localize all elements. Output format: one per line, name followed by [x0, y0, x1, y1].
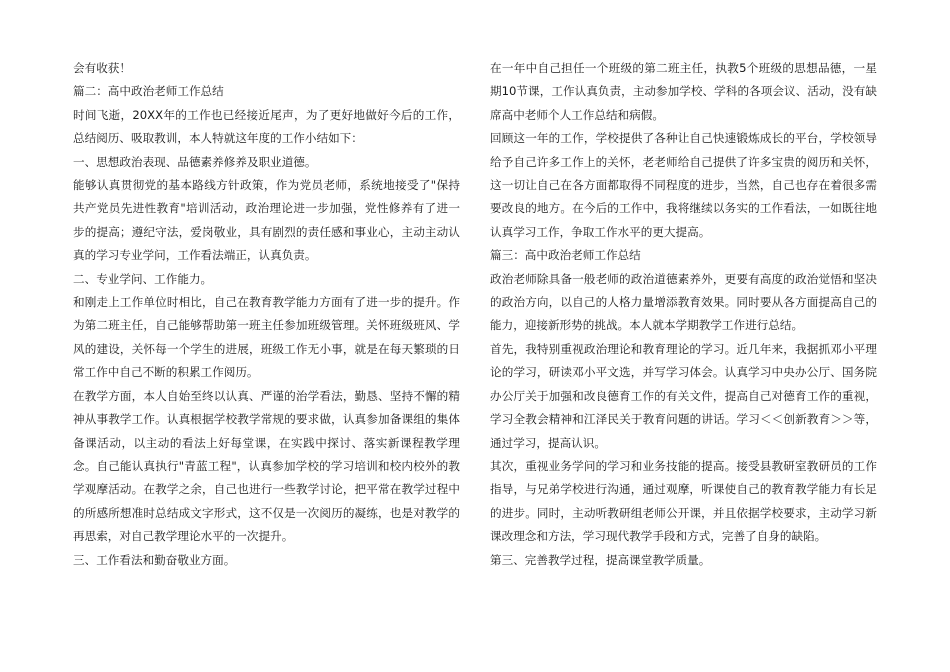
subheading-professional-ability: 二、专业学问、工作能力。 [73, 271, 213, 286]
left-text-column [73, 57, 460, 572]
paragraph-political-performance: 能够认真贯彻党的基本路线方针政策，作为党员老师，系统地接受了"保持共产党员先进性教育"培训活动，政治理论进一步加强，党性修养有了进一步的提高；遵纪守法，爱岗敬业，具有剧烈的责任感和事业心，主动主动认真的学习专业学问，工作看法端正，认真负责。 [73, 178, 460, 263]
paragraph-third-teaching-process: 第三、完善教学过程，提高课堂教学质量。 [490, 552, 711, 567]
paragraph-workload: 在一年中自己担任一个班级的第二班主任，执教5个班级的思想品德，一星期10节课，工作认真负责，主动参加学校、学科的各项会议、活动，没有缺席高中老师个人工作总结和病假。 [490, 61, 877, 122]
paragraph-political-teacher: 政治老师除具备一般老师的政治道德素养外，更要有高度的政治觉悟和坚决的政治方向，以自己的人格力量增添教育效果。同时要从各方面提高自己的能力，迎接新形势的挑战。本人就本学期教学工作进行总结。 [490, 271, 877, 333]
section-heading-part-three: 篇三：高中政治老师工作总结 [490, 248, 641, 263]
paragraph-teaching: 在教学方面，本人自始至终以认真、严谨的治学看法，勤恳、坚持不懈的精神从事教学工作。认真根据学校教学常规的要求做，认真参加备课组的集体备课活动，以主动的看法上好每堂课，在实践中探讨、落实新课程教学理念。自己能认真执行"青蓝工程"，认真参加学校的学习培训和校内校外的教学观摩活动。在教学之余，自己也进行一些教学讨论，把平常在教学过程中的所感所想准时总结成文字形式，这不仅是一次阅历的凝练，也是对教学的再思索，对自己教学理论水平的一次提升。 [73, 388, 460, 544]
paragraph-intro: 时间飞逝，20XX年的工作也已经接近尾声，为了更好地做好今后的工作，总结阅历、吸取教训，本人特就这年度的工作小结如下： [73, 107, 460, 146]
paragraph-second-skills: 其次，重视业务学问的学习和业务技能的提高。接受县教研室教研员的工作指导，与兄弟学校进行沟通，通过观摩，听课使自己的教育教学能力有长足的进步。同时，主动听教研组老师公开课，并且依据学校要求，主动学习新课改理念和方法，学习现代教学手段和方式，完善了自身的缺陷。 [490, 458, 877, 544]
paragraph-first-theory-study: 首先，我特别重视政治理论和教育理论的学习。近几年来，我据抓邓小平理论的学习，研读邓小平文选，并写学习体会。认真学习中央办公厅、国务院办公厅关于加强和改良德育工作的有关文件，提高自己对德育工作的重视，学习全教会精神和江泽民关于教育问题的讲话。学习＜＜创新教育＞＞等，通过学习，提高认识。 [490, 341, 877, 450]
right-text-column [490, 57, 877, 572]
section-heading-part-two: 篇二：高中政治老师工作总结 [73, 84, 224, 99]
closing-line: 会有收获！ [73, 61, 131, 75]
paragraph-class-management: 和刚走上工作单位时相比，自己在教育教学能力方面有了进一步的提升。作为第二班主任，自己能够帮助第一班主任参加班级管理。关怀班级班风、学风的建设，关怀每一个学生的进展，班级工作无小事，就是在每天繁琐的日常工作中自己不断的积累工作阅历。 [73, 295, 460, 380]
subheading-work-attitude: 三、工作看法和勤奋敬业方面。 [73, 552, 236, 567]
paragraph-review: 回顾这一年的工作，学校提供了各种让自己快速锻炼成长的平台，学校领导给予自己许多工作上的关怀，老老师给自己提供了许多宝贵的阅历和关怀，这一切让自己在各方面都取得不同程度的进步，当然，自己也存在着很多需要改良的地方。在今后的工作中，我将继续以务实的工作看法，一如既往地认真学习工作，争取工作水平的更大提高。 [490, 131, 877, 239]
subheading-political-performance: 一、思想政治表现、品德素养修养及职业道德。 [73, 154, 317, 169]
